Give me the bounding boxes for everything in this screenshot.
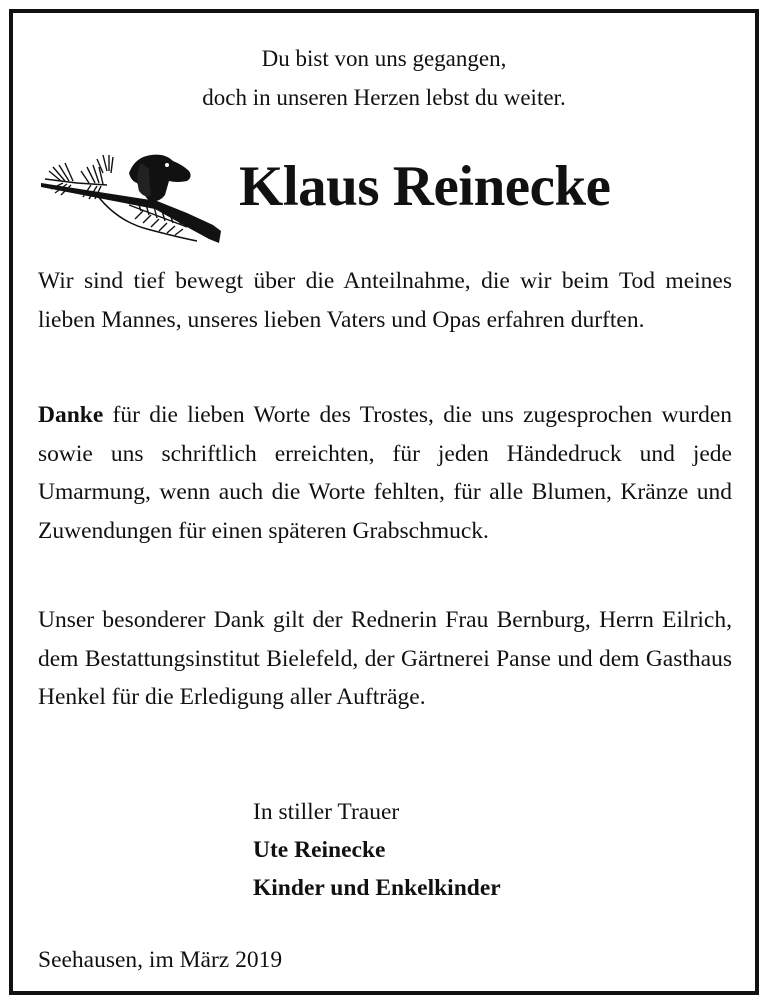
place-date: Seehausen, im März 2019 xyxy=(38,947,283,973)
paragraph-thanks xyxy=(38,396,732,550)
deceased-name: Klaus Reinecke xyxy=(239,155,611,218)
thanks-lead-word: Danke xyxy=(38,402,104,428)
hunting-emblem-icon xyxy=(37,143,227,251)
closing-intro: In stiller Trauer xyxy=(253,799,400,825)
mourner-family: Kinder und Enkelkinder xyxy=(253,875,501,901)
epitaph-line-2: doch in unseren Herzen lebst du weiter. xyxy=(202,85,566,110)
epitaph-line-1: Du bist von uns gegangen, xyxy=(261,46,507,71)
paragraph-special-thanks: Unser besonderer Dank gilt der Rednerin Frau Bernburg, Herrn Eilrich, dem Bestattungsinstitut Bielefeld, der Gärtnerei Panse und dem Gasthaus Henkel für die Erledigung aller Aufträge. xyxy=(38,607,732,710)
paragraph-gratitude: Wir sind tief bewegt über die Anteilnahme, die wir beim Tod meines lieben Mannes, unseres lieben Vaters und Opas erfahren durften. xyxy=(38,268,732,333)
mourner-name: Ute Reinecke xyxy=(253,837,386,863)
obituary-notice xyxy=(9,9,759,995)
closing-block xyxy=(253,793,501,907)
thanks-text: für die lieben Worte des Trostes, die uns zugesprochen wurden sowie uns schriftlich erreichten, für jeden Händedruck und jede Umarmung, wenn auch die Worte fehlten, für alle Blumen, Kränze und Zuwendungen für einen späteren Grabschmuck. xyxy=(38,402,732,544)
epitaph xyxy=(13,39,755,117)
